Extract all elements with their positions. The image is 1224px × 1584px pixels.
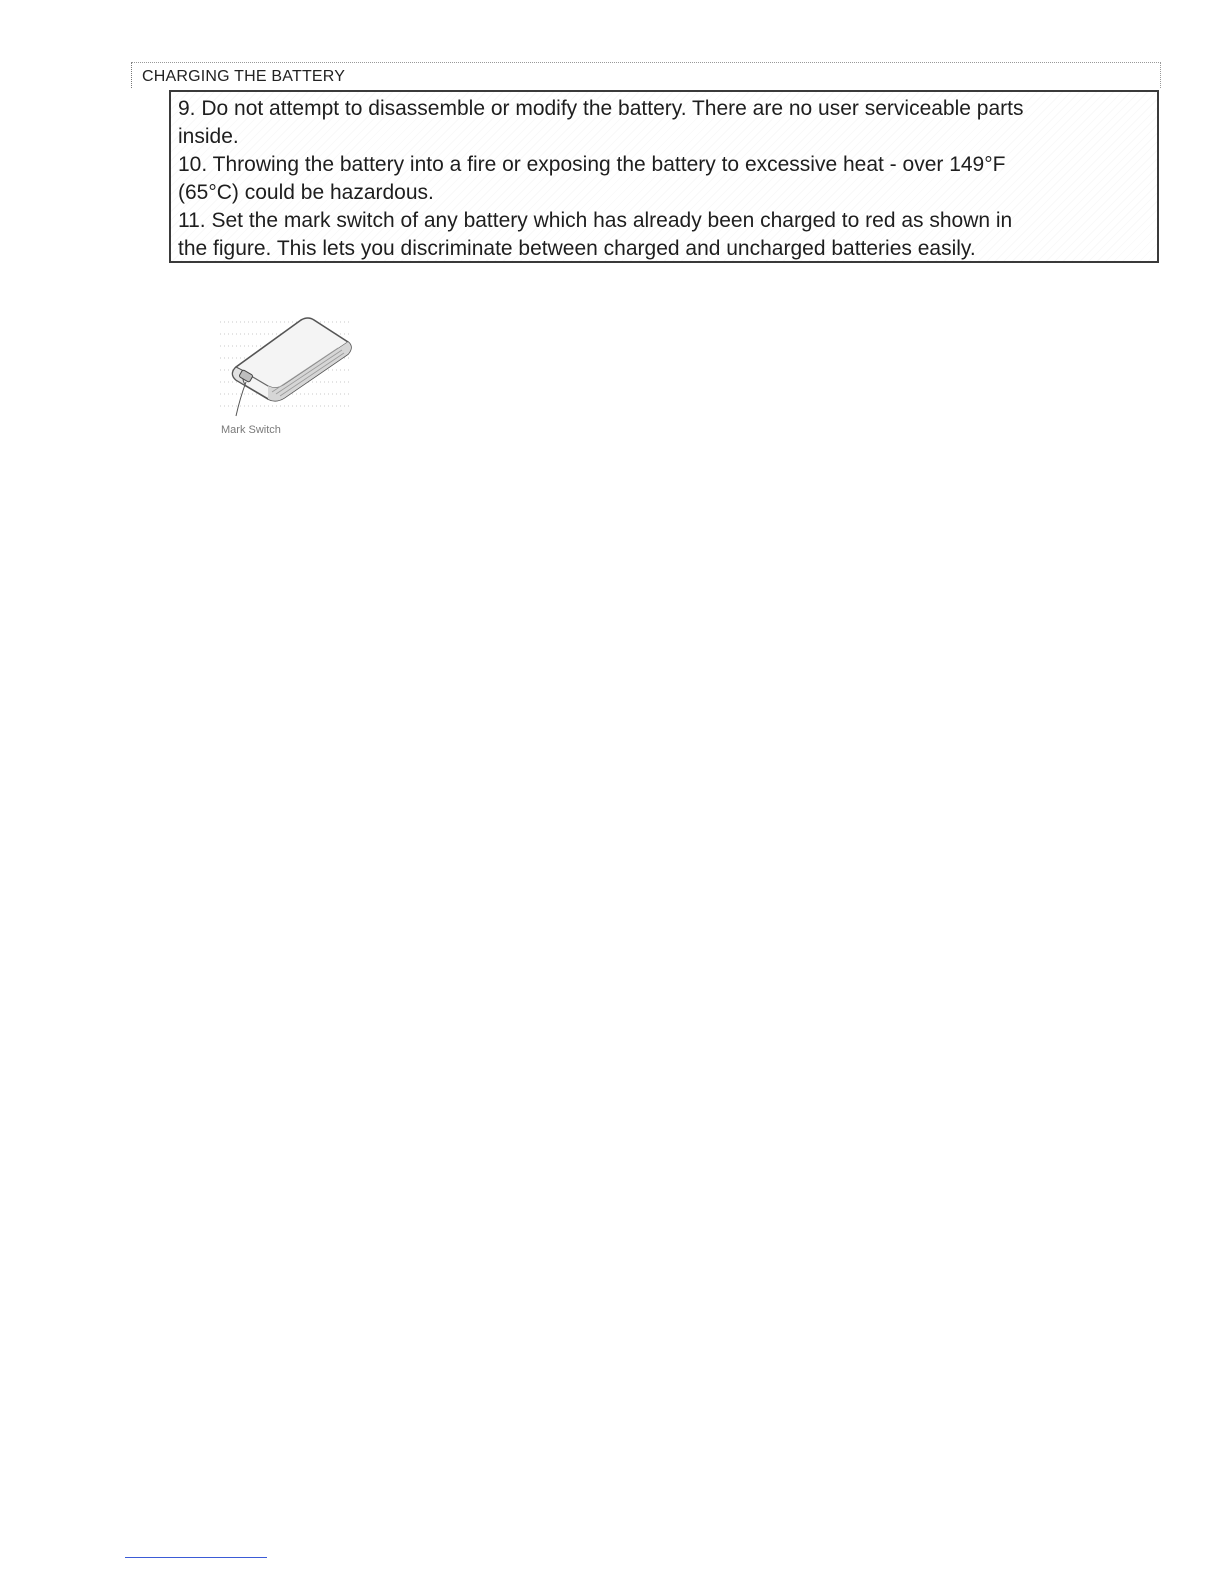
battery-figure [216, 312, 356, 440]
battery-notice-box [169, 90, 1159, 263]
figure-caption: Mark Switch [221, 424, 281, 436]
notice-item-11: 11. Set the mark switch of any battery which has already been charged to red as shown in [178, 209, 1013, 232]
notice-item-9-continued: inside. [178, 125, 239, 148]
footnote-divider [125, 1557, 267, 1558]
notice-item-9: 9. Do not attempt to disassemble or modify the battery. There are no user serviceable parts [178, 97, 1024, 120]
notice-item-11-continued: the figure. This lets you discriminate between charged and uncharged batteries easily. [178, 237, 976, 260]
notice-item-10-continued: (65°C) could be hazardous. [178, 181, 434, 204]
notice-item-10: 10. Throwing the battery into a fire or exposing the battery to excessive heat - over 149°F [178, 153, 1006, 176]
battery-illustration-icon [216, 312, 356, 424]
section-header [131, 62, 1161, 88]
section-title: CHARGING THE BATTERY [142, 68, 346, 85]
